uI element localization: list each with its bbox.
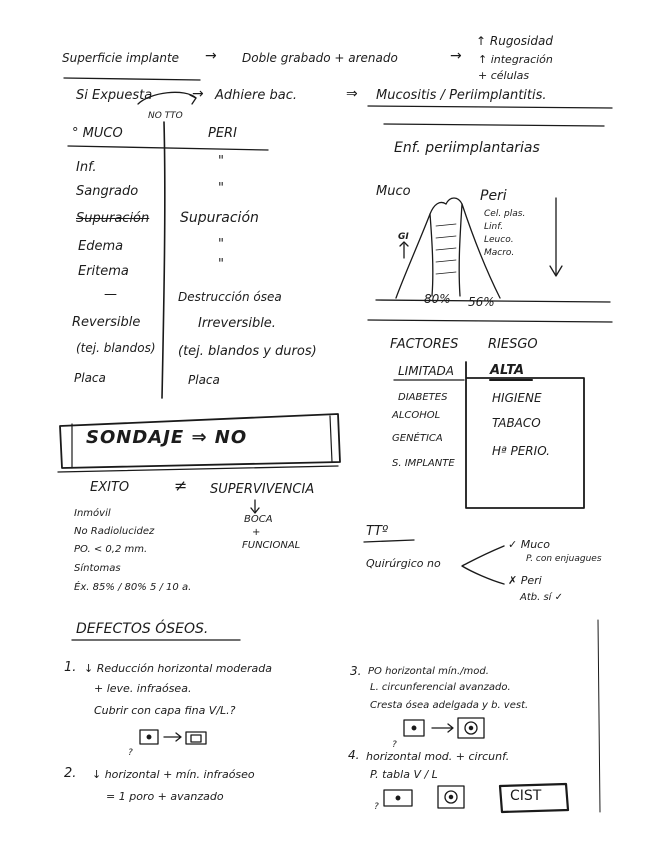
table-row-muco-struck: Supuración bbox=[76, 211, 150, 226]
table-row-muco: Edema bbox=[78, 239, 124, 254]
table-header-muco: ° MUCO bbox=[72, 126, 123, 141]
peri-cell-list: Leuco. bbox=[484, 235, 514, 245]
risk-col-high: ALTA bbox=[490, 363, 525, 378]
risk-high-item: TABACO bbox=[492, 416, 541, 430]
defect-1-number: 1. bbox=[64, 660, 77, 675]
sondaje-statement: SONDAJE ⇒ NO bbox=[86, 427, 248, 448]
table-row-muco: (tej. blandos) bbox=[76, 341, 156, 355]
exito-item: Síntomas bbox=[74, 563, 121, 574]
table-row-peri: " bbox=[218, 257, 224, 272]
diagram-pct-56: 56% bbox=[468, 295, 495, 309]
defect-1-line: ↓ Reducción horizontal moderada bbox=[84, 662, 272, 675]
exito-item: Éx. 85% / 80% 5 / 10 a. bbox=[74, 582, 192, 593]
risk-limited-item: GENÉTICA bbox=[392, 433, 443, 444]
table-row-peri: Supuración bbox=[180, 210, 259, 226]
not-equal-icon: ≠ bbox=[174, 476, 188, 495]
risk-limited-item: ALCOHOL bbox=[392, 410, 441, 421]
defect-3-number: 3. bbox=[350, 664, 362, 678]
effect-integracion: ↑ integración bbox=[478, 53, 553, 66]
tto-quirurgico: Quirúrgico no bbox=[366, 557, 441, 570]
table-row-peri: Destrucción ósea bbox=[178, 290, 282, 304]
diagram-peri-label: Peri bbox=[480, 188, 507, 204]
risk-title-right: RIESGO bbox=[488, 337, 538, 352]
mucositis-result: Mucositis / Periimplantitis. bbox=[376, 88, 547, 103]
table-row-muco: Inf. bbox=[76, 160, 97, 175]
defect-1-line: Cubrir con capa fina V/L.? bbox=[94, 704, 236, 717]
table-row-muco: — bbox=[104, 287, 117, 302]
exito-item: PO. < 0,2 mm. bbox=[74, 544, 148, 555]
double-arrow-icon: ⇒ bbox=[346, 86, 358, 102]
defect-3-line: Cresta ósea adelgada y b. vest. bbox=[370, 700, 529, 711]
exito-item: No Radiolucidez bbox=[74, 526, 155, 537]
funcional-label: FUNCIONAL bbox=[242, 540, 301, 551]
tto-title: TTº bbox=[366, 524, 389, 539]
diagram-muco-label: Muco bbox=[376, 184, 411, 199]
risk-high-item: Hª PERIO. bbox=[492, 444, 550, 458]
table-row-peri: Placa bbox=[188, 373, 220, 387]
table-row-muco: Reversible bbox=[72, 315, 141, 330]
defect-2-line: = 1 poro + avanzado bbox=[106, 790, 224, 803]
defect-4-line: P. tabla V / L bbox=[370, 768, 438, 781]
risk-high-item: HIGIENE bbox=[492, 391, 542, 405]
question-mark: ? bbox=[392, 740, 397, 750]
effect-celulas: + células bbox=[478, 69, 530, 82]
boca-label: BOCA bbox=[244, 514, 273, 525]
risk-col-limited: LIMITADA bbox=[398, 364, 455, 378]
risk-title-left: FACTORES bbox=[390, 337, 459, 352]
defect-1-line: + leve. infraósea. bbox=[94, 682, 192, 695]
peri-cell-list: Cel. plas. bbox=[484, 209, 526, 219]
adhesion-text: Adhiere bac. bbox=[215, 88, 297, 103]
question-mark: ? bbox=[374, 802, 379, 812]
question-mark: ? bbox=[128, 748, 133, 758]
defect-4-line: horizontal mod. + circunf. bbox=[366, 750, 510, 763]
table-row-muco: Sangrado bbox=[76, 184, 139, 199]
peri-cell-list: Linf. bbox=[484, 222, 504, 232]
tto-peri: ✗ Peri bbox=[508, 574, 542, 587]
table-row-muco: Placa bbox=[74, 371, 106, 385]
cist-label: CIST bbox=[510, 788, 542, 804]
table-row-peri: " bbox=[218, 181, 224, 196]
tto-peri-sub: Atb. sí ✓ bbox=[520, 592, 564, 603]
defectos-title: DEFECTOS ÓSEOS. bbox=[76, 621, 209, 637]
enf-title: Enf. periimplantarias bbox=[394, 140, 540, 156]
table-row-peri: (tej. blandos y duros) bbox=[178, 344, 317, 359]
exito-label: EXITO bbox=[90, 480, 130, 495]
exito-item: Inmóvil bbox=[74, 508, 111, 519]
defect-2-number: 2. bbox=[64, 766, 77, 781]
arrow-right-icon: → bbox=[205, 48, 217, 64]
supervivencia-label: SUPERVIVENCIA bbox=[210, 482, 315, 497]
risk-limited-item: S. IMPLANTE bbox=[392, 458, 455, 469]
diagram-gi-label: GI bbox=[398, 232, 409, 242]
effect-rugosidad: ↑ Rugosidad bbox=[476, 34, 553, 48]
defect-3-line: L. circunferencial avanzado. bbox=[370, 682, 511, 693]
table-row-peri: Irreversible. bbox=[198, 316, 276, 331]
table-row-peri: " bbox=[218, 237, 224, 252]
no-tto-label: NO TTO bbox=[148, 111, 183, 121]
exposed-label: Si Expuesta bbox=[76, 88, 153, 103]
arrow-right-icon: → bbox=[192, 86, 204, 102]
diagram-pct-80: 80% bbox=[424, 292, 451, 306]
peri-cell-list: Macro. bbox=[484, 248, 515, 258]
risk-limited-item: DIABETES bbox=[398, 392, 448, 403]
defect-4-number: 4. bbox=[348, 748, 360, 762]
plus-sign: + bbox=[252, 527, 261, 538]
arrow-right-icon: → bbox=[450, 48, 462, 64]
surface-label: Superficie implante bbox=[62, 51, 180, 65]
tto-muco: ✓ Muco bbox=[508, 538, 550, 551]
table-row-peri: " bbox=[218, 154, 224, 169]
surface-texture: Doble grabado + arenado bbox=[242, 51, 398, 65]
defect-2-line: ↓ horizontal + mín. infraóseo bbox=[92, 768, 255, 781]
table-row-muco: Eritema bbox=[78, 264, 129, 279]
tto-muco-sub: P. con enjuagues bbox=[526, 554, 602, 564]
defect-3-line: PO horizontal mín./mod. bbox=[368, 666, 489, 677]
table-header-peri: PERI bbox=[208, 126, 237, 141]
